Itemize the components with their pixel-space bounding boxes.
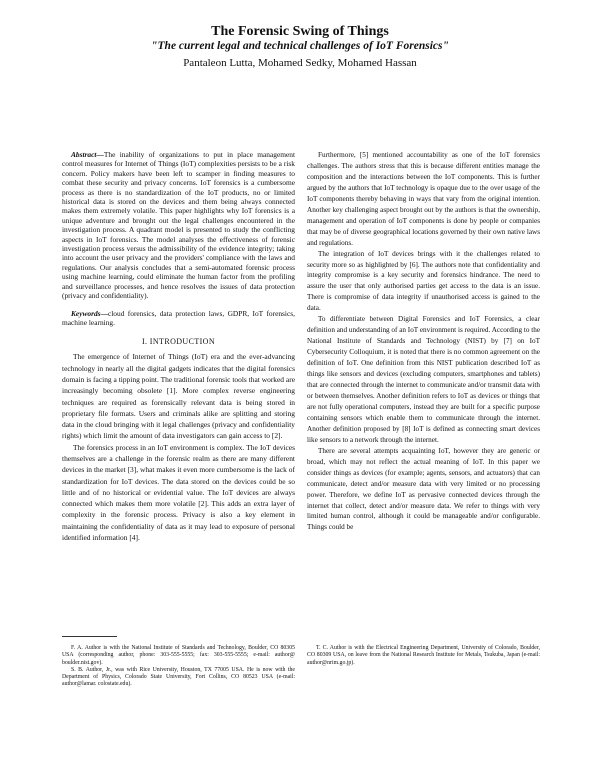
right-paragraph-2: The integration of IoT devices brings with it the challenges related to security more so as highlighted by [6]. The authors note that confidentiality and integrity compromise is a key security and forensics hindrance. The need to assure the user that only authorised parties get access to the data is an issue. There is compromise of data integrity if unauthorised access is gained to the data. bbox=[307, 249, 540, 313]
keywords-text: cloud forensics, data protection laws, GDPR, IoT forensics, machine learning. bbox=[62, 308, 295, 327]
keywords-label: Keywords— bbox=[71, 308, 108, 318]
footnotes-right bbox=[307, 645, 540, 667]
right-paragraph-4: There are several attempts acquainting IoT, however they are generic or broad, which may not reflect the actual meaning of IoT. In this paper we consider things as devices (for example; agents, sensors, and actuators) that can communicate, detect and/or measure data with very limited or no processing power. Therefore, we define IoT as pervasive connected devices through the internet that collect, detect and/or measure data. We refer to things with very limited human control, although it could be manageable and/or configurable. Things could be bbox=[307, 446, 540, 532]
intro-paragraph-2: The forensics process in an IoT environment is complex. The IoT devices themselves are a challenge in the forensic realm as there are many different devices in the market [3], what makes it even more cumbersome is the lack of standardization for IoT devices. The data stored on the devices could be so little and of no historical or evidential value. The IoT devices are always connected which makes them more volatile [2]. This adds an extra layer of complexity in the forensic process. Privacy is also a key element in maintaining the confidentiality of data as it may lead to exposure of personal identified information [4]. bbox=[62, 442, 295, 543]
left-column bbox=[62, 150, 295, 543]
right-paragraph-1: Furthermore, [5] mentioned accountability as one of the IoT forensics challenges. The authors stress that this is because different entities manage the composition and the interactions between the IoT components. This is further argued by the authors that IoT technology is opaque due to the over usage of the IoT components thereby behaving in ways that vary from the original intention. Another key challenging aspect brought out by the authors is that the ownership, management and operation of IoT components is done by people or companies that may be of diverse geographical locations governed by their own native laws and regulations. bbox=[307, 151, 540, 247]
section-heading-introduction: I. INTRODUCTION bbox=[141, 337, 216, 347]
paper-authors: Pantaleon Lutta, Mohamed Sedky, Mohamed Hassan bbox=[183, 57, 417, 69]
paper-subtitle: "The current legal and technical challenges of IoT Forensics" bbox=[151, 40, 449, 52]
footnote-divider bbox=[62, 636, 117, 637]
keywords bbox=[62, 309, 295, 328]
right-column bbox=[307, 150, 540, 533]
footnote-author-2: S. B. Author, Jr., was with Rice University, Houston, TX 77005 USA. He is now with the Department of Physics, Colorado State University, Fort Collins, CO 80523 USA (e-mail: author@lamar. colostate.edu). bbox=[62, 666, 295, 688]
footnote-author-1: F. A. Author is with the National Institute of Standards and Technology, Boulder, CO 80305 USA (corresponding author, phone: 303-555-5555; fax: 303-555-5555; e-mail: author@ boulder.nist.gov). bbox=[62, 645, 295, 666]
abstract-text: The inability of organizations to put in place management control measures for Internet of Things (IoT) complexities persists to be a risk concern. Policy makers have been left to scamper in finding measures to combat these security and privacy concerns. IoT forensics is a cumbersome process as there is no standardization of the IoT products, no or limited historical data is stored on the devices and them being always connected makes them extremely volatile. This paper highlights why IoT forensics is a unique adventure and brought out the legal challenges encountered in the investigation process. A quadrant model is presented to study the conflicting aspects in IoT forensics. The model analyses the effectiveness of forensic investigation process versus the admissibility of the evidence integrity; taking into account the user privacy and the providers' compliance with the laws and regulations. Our analysis concludes that a semi-automated forensic process using machine learning, could eliminate the human factor from the profiling and surveillance processes, and hence resolves the issues of data protection (privacy and confidentiality). bbox=[62, 150, 295, 301]
intro-paragraph-1: The emergence of Internet of Things (IoT) era and the ever-advancing technology in nearly all the digital gadgets indicates that the digital forensics domain is facing a tipping point. The traditional forensic tools that worked are increasingly becoming obsolete [1]. More complex reverse engineering techniques are required as forensically relevant data is being stored in proprietary file formats. Users and criminals alike are splitting and storing data in the cloud bringing with it legal challenges (privacy and confidentiality rights) which limit the amount of data investigators can gain access to [2]. bbox=[62, 352, 295, 441]
paper-title: The Forensic Swing of Things bbox=[211, 24, 389, 39]
abstract-label: Abstract— bbox=[71, 150, 104, 159]
right-paragraph-3: To differentiate between Digital Forensics and IoT Forensics, a clear definition and understanding of an IoT environment is required. According to the National Institute of Standards and Technology (NIST) by [7] on IoT Cybersecurity Colloquium, it is noted that there is no common agreement on the definition of IoT. One definition from this NIST publication described IoT as things like sensors and devices (excluding computers, smartphones and tablets) that are connected through the internet to communicate and/or transmit data with or between themselves. Another definition refers to IoT as devices or things that are not fully operational computers, instead they are built for a specific purpose containing sensors which enable them to communicate through the internet. Another definition proposed by [8] IoT is defined as connecting smart devices like sensors to a network through the internet. bbox=[307, 315, 541, 444]
abstract bbox=[62, 150, 295, 301]
footnotes-left bbox=[62, 645, 295, 689]
footnote-author-3: T. C. Author is with the Electrical Engineering Department, University of Colorado, Boulder, CO 80309 USA, on leave from the National Research Institute for Metals, Tsukuba, Japan (e-mail: author@nrim.go.jp). bbox=[307, 645, 540, 666]
